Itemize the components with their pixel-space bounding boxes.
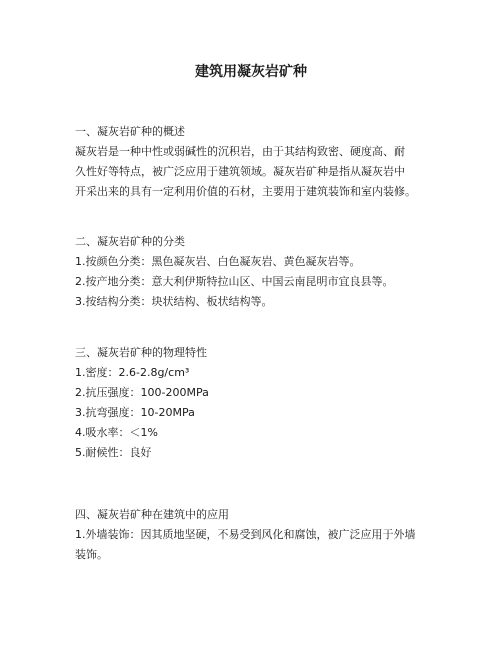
list-item: 5.耐候性：良好	[75, 446, 152, 459]
section-heading: 二、凝灰岩矿种的分类	[75, 235, 185, 248]
paragraph-line: 开采出来的具有一定利用价值的石材，主要用于建筑装饰和室内装修。	[75, 185, 416, 198]
list-item: 装饰。	[75, 548, 108, 561]
list-item: 4.吸水率：＜1%	[75, 426, 158, 439]
section-heading: 一、凝灰岩矿种的概述	[75, 125, 185, 138]
list-item: 3.按结构分类：块状结构、板状结构等。	[75, 295, 273, 308]
list-item: 1.外墙装饰：因其质地坚硬，不易受到风化和腐蚀，被广泛应用于外墙	[75, 528, 416, 541]
paragraph-line: 久性好等特点，被广泛应用于建筑领域。凝灰岩矿种是指从凝灰岩中	[75, 165, 405, 178]
list-item: 3.抗弯强度：10-20MPa	[75, 406, 195, 419]
list-item: 2.抗压强度：100-200MPa	[75, 386, 209, 399]
list-item: 1.按颜色分类：黑色凝灰岩、白色凝灰岩、黄色凝灰岩等。	[75, 255, 361, 268]
list-item: 2.按产地分类：意大利伊斯特拉山区、中国云南昆明市宜良县等。	[75, 275, 394, 288]
paragraph-line: 凝灰岩是一种中性或弱碱性的沉积岩，由于其结构致密、硬度高、耐	[75, 145, 405, 158]
list-item: 1.密度：2.6-2.8g/cm³	[75, 366, 190, 379]
section-heading: 四、凝灰岩矿种在建筑中的应用	[75, 508, 229, 521]
document-title: 建筑用凝灰岩矿种	[195, 64, 307, 80]
section-heading: 三、凝灰岩矿种的物理特性	[75, 346, 207, 359]
